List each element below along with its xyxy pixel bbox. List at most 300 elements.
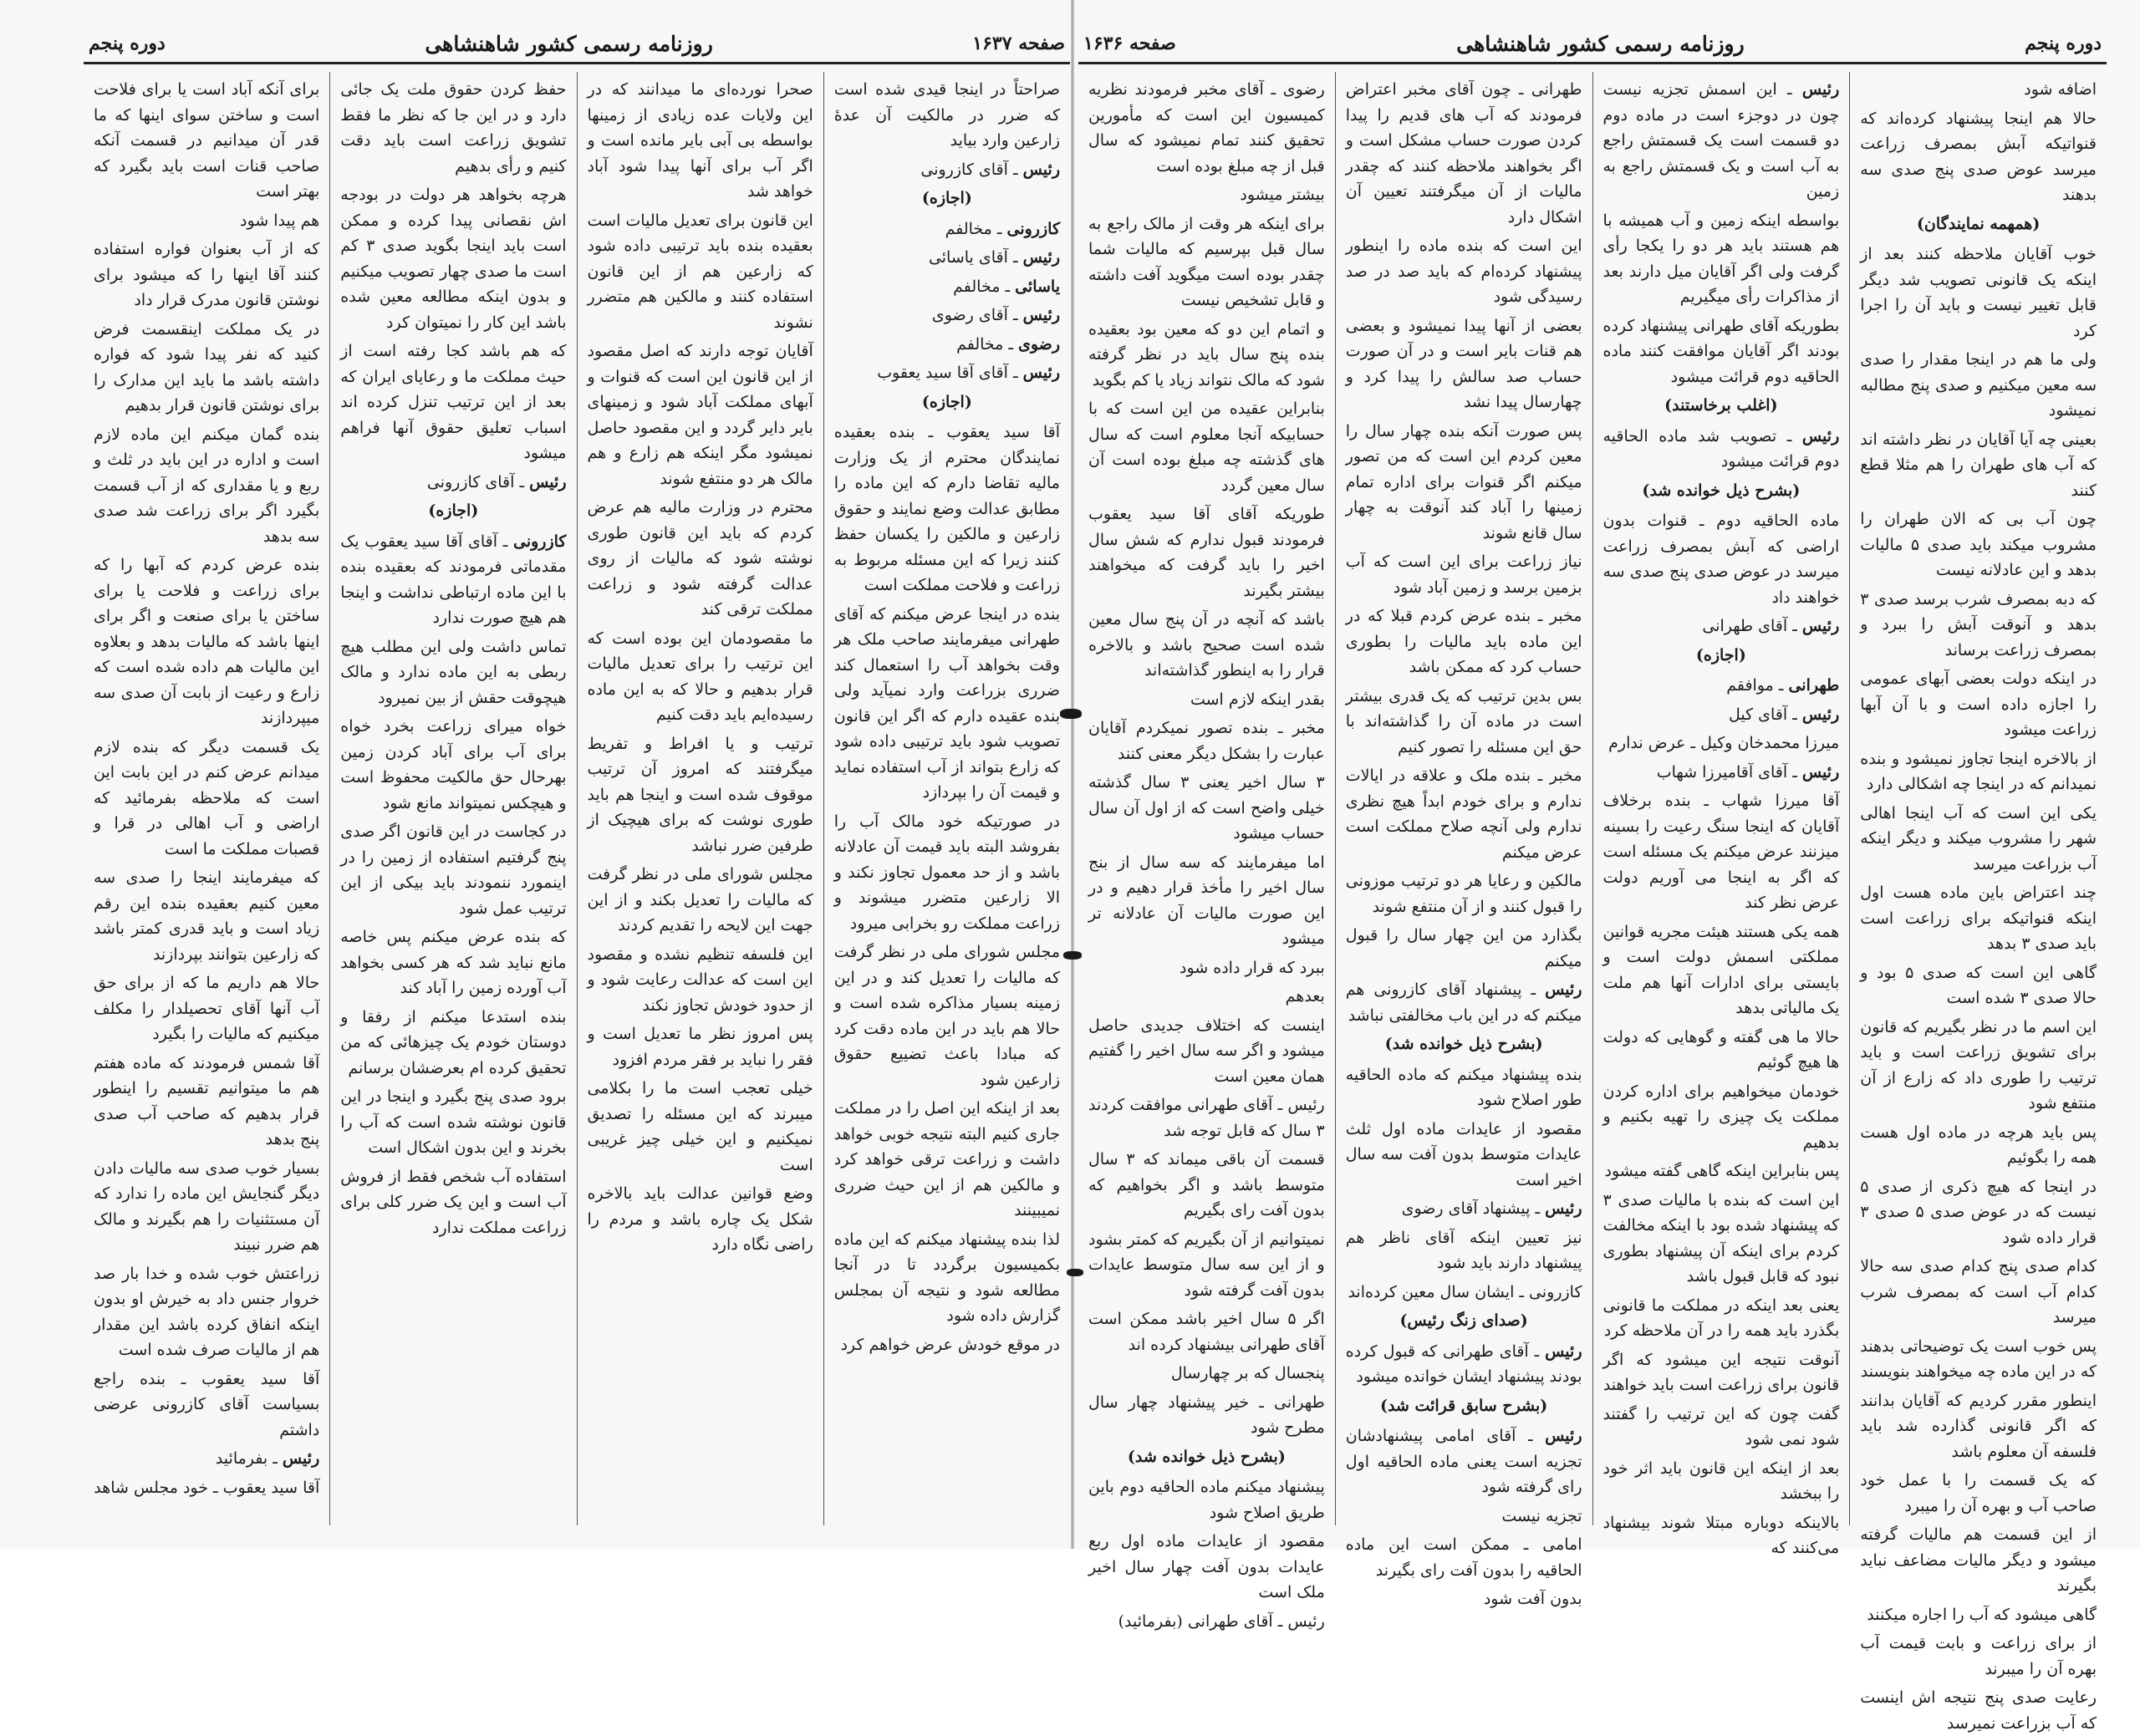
paragraph-text: خودمان میخواهیم برای اداره کردن مملکت یک چیزی را تهیه بکنیم و بدهیم bbox=[1602, 1082, 1840, 1152]
paragraph-text: و اتمام این دو که معین بود بعقیده بنده پنج سال باید در نظر گرفته شود که مالک نتواند زیاد یا کم بگوید bbox=[1088, 319, 1325, 389]
paragraph-text: نیز تعیین اینکه آقای ناظر هم پیشنهاد دارند باید شود bbox=[1345, 1228, 1582, 1272]
paragraph-text: استفاده آب شخص فقط از فروش آب است و این یک ضرر کلی برای زراعت مملکت ندارد bbox=[340, 1167, 567, 1237]
paragraph-text: بسیار خوب صدی سه مالیات دادن دیگر گنجایش این ماده را ندارد که آن مستثنیات را هم بگیرند و مالک هم ضرر نبیند bbox=[94, 1158, 320, 1254]
right-column-2 bbox=[1592, 72, 1850, 1557]
transcript-paragraph bbox=[1860, 77, 2097, 103]
paragraph-text: بالاینکه دوباره مبتلا شوند بیشنهاد می‌کنند که bbox=[1602, 1513, 1840, 1557]
paragraph-text: بفرمائید bbox=[215, 1449, 268, 1468]
transcript-paragraph bbox=[94, 1367, 319, 1443]
transcript-paragraph bbox=[834, 1332, 1060, 1358]
paragraph-text: در یک مملکت اینقسمت فرض کنید که نفر پیدا شود که فواره داشته باشد ما باید این مدارک را برای نوشتن قانون قرار بدهیم bbox=[94, 319, 320, 415]
paragraph-text: مجلس شورای ملی در نظر گرفت که مالیات را تعدیل بکند و از این جهت این لایحه را تقدیم کردند bbox=[587, 865, 813, 934]
speaker-name: رئیس bbox=[282, 1449, 320, 1468]
paragraph-text: موافقم bbox=[1726, 676, 1774, 695]
speaker-name: رئیس bbox=[1022, 160, 1060, 179]
transcript-paragraph bbox=[1603, 1347, 1840, 1398]
transcript-paragraph bbox=[834, 1096, 1060, 1224]
left-page-header bbox=[84, 25, 1070, 64]
paragraph-text: این فلسفه تنظیم نشده و مقصود این است که عدالت رعایت شود و از حدود خودش تجاوز نکند bbox=[587, 944, 813, 1015]
paragraph-text: طوریکه آقای آقا سید یعقوب فرمودند قبول ندارم که شش سال اخیر را باید گرفت که میخواهند بیشتر بگیرند bbox=[1088, 505, 1325, 600]
transcript-paragraph bbox=[1088, 1013, 1325, 1090]
paragraph-text: آقای کازرونی bbox=[426, 472, 515, 491]
paragraph-text: گاهی این است که صدی ۵ بود و حالا صدی ۳ شده است bbox=[1860, 963, 2097, 1007]
paragraph-text: لذا بنده پیشنهاد میکنم که این ماده بکمیسیون برگردد تا در آنجا مطالعه شود و نتیجه آن بمجلس گزارش داده شود bbox=[833, 1229, 1060, 1325]
transcript-paragraph bbox=[1346, 1504, 1582, 1530]
stage-note: (بشرح ذیل خوانده شد) bbox=[1384, 1035, 1543, 1053]
paragraph-text: که یک قسمت را با عمل خود صاحب آب و بهره آن را میبرد bbox=[1860, 1471, 2097, 1515]
stage-note: (بشرح ذیل خوانده شد) bbox=[1642, 481, 1801, 500]
transcript-paragraph bbox=[1346, 77, 1582, 230]
transcript-paragraph bbox=[1088, 607, 1325, 684]
paragraph-text: مخبر ـ بنده ملک و علاقه در ایالات ندارم و برای خودم ابداً هیچ نظری ندارم ولی آنچه صلاح مملکت است عرض میکنم bbox=[1345, 766, 1582, 862]
speaker-name: رئیس bbox=[1801, 426, 1840, 445]
transcript-paragraph bbox=[340, 77, 566, 179]
paragraph-text: بنده گمان میکنم این ماده لازم است و اداره در این باید در ثلث و ربع و یا مقداری که از آب قسمت بگیرد اگر برای زراعت شد صدی سه بدهد bbox=[94, 425, 320, 546]
transcript-paragraph bbox=[588, 339, 813, 491]
transcript-paragraph bbox=[94, 208, 319, 234]
transcript-paragraph bbox=[340, 1164, 566, 1241]
transcript-paragraph bbox=[588, 942, 813, 1019]
right-page-title: روزنامه رسمی کشور شاهنشاهی bbox=[1456, 31, 1745, 56]
transcript-paragraph: رئیس ـ آقای کیل bbox=[1728, 705, 1840, 724]
paragraph-text: برای اینکه هر وقت از مالک راجع به سال قبل بپرسیم که مالیات شما چقدر بوده است میگوید آفت داشته و قابل تشخیص نیست bbox=[1088, 214, 1325, 309]
transcript-paragraph bbox=[340, 1005, 566, 1082]
transcript-paragraph bbox=[1088, 955, 1325, 981]
paragraph-text: کدام صدی پنج کدام صدی سه حالا کدام آب است که بمصرف شرب میرسد bbox=[1860, 1257, 2097, 1326]
paragraph-text: این قانون برای تعدیل مالیات است بعقیده بنده باید ترتیبی داده شود که زارعین هم از این قانون استفاده کنند و مالکین هم متضرر نشوند bbox=[587, 211, 813, 332]
transcript-paragraph bbox=[1088, 1474, 1325, 1525]
paragraph-text: رعایت صدی پنج نتیجه اش اینست که آب بزراعت نمیرسد bbox=[1860, 1688, 2097, 1733]
paragraph-text: اما میفرمایند که سه سال از بنج سال اخیر را مأخذ قرار دهیم و در این صورت مالیات آن عادلانه تر میشود bbox=[1088, 853, 1325, 948]
paragraph-text: مخالفم bbox=[953, 277, 1001, 296]
paragraph-text: بطوریکه آقای طهرانی پیشنهاد کرده بودند اگر آقایان موافقت کنند ماده الحاقیه دوم قرائت میشود bbox=[1602, 316, 1840, 386]
transcript-paragraph bbox=[1603, 1456, 1840, 1507]
paragraph-text: آقا سید یعقوب ـ بنده بعقیده نمایندگان محترم از یک وزارت مالیه تقاضا دارم که این ماده را مطابق عدالت وضع نمایند و حقوق زارعین و مالکین را یکسان حفظ کنند زیرا که این مسئله مربوط به زراعت و فلاحت مملکت است bbox=[833, 423, 1060, 594]
paragraph-text: یعنی بعد اینکه در مملکت ما قانونی بگذرد باید همه را در آن ملاحظه کرد bbox=[1602, 1296, 1840, 1340]
transcript-paragraph bbox=[1860, 1334, 2097, 1385]
transcript-paragraph bbox=[1088, 211, 1325, 313]
paragraph-text: میرزا محمدخان وکیل ـ عرض ندارم bbox=[1608, 734, 1840, 752]
stage-note: (همهمه نمایندگان) bbox=[1916, 214, 2041, 233]
paragraph-text: از این قسمت هم مالیات گرفته میشود و دیگر مالیات مضاعف نباید بگیرند bbox=[1860, 1525, 2097, 1595]
paragraph-text: قسمت آن باقی میماند که ۳ سال متوسط باشد و اگر بخواهیم که بدون آفت رای بگیریم bbox=[1088, 1150, 1325, 1219]
speaker-name: رئیس bbox=[1022, 306, 1060, 324]
paragraph-text: آنوقت نتیجه این میشود که اگر قانون برای زراعت است باید خواهند bbox=[1602, 1350, 1840, 1394]
transcript-paragraph bbox=[1088, 687, 1325, 713]
transcript-paragraph bbox=[340, 634, 566, 711]
transcript-paragraph bbox=[1088, 1609, 1325, 1635]
paragraph-text: ترتیب و یا افراط و تفریط میگرفتند که امروز آن ترتیب موقوف شده است و اینجا هم باید طوری نوشت که برای هیچیک از طرفین ضرر نباشد bbox=[587, 734, 813, 855]
transcript-paragraph: رئیس ـ آقای آقامیرزا شهاب bbox=[1656, 762, 1840, 781]
transcript-paragraph bbox=[1088, 984, 1325, 1010]
paragraph-text: در اینکه دولت بعضی آبهای عمومی را اجازه داده است و با آن آبها زراعت میشود bbox=[1860, 669, 2097, 739]
transcript-paragraph bbox=[1860, 106, 2097, 208]
transcript-paragraph bbox=[1088, 1529, 1325, 1606]
transcript-paragraph bbox=[1860, 880, 2097, 957]
paragraph-text: ما مقصودمان این بوده است که این ترتیب را برای تعدیل مالیات قرار بدهیم و حالا که به این ماده رسیده‌ایم باید دقت کنیم bbox=[587, 629, 813, 724]
paragraph-text: آقای کیل bbox=[1728, 705, 1788, 724]
paragraph-text: پیشنهاد میکنم ماده الحاقیه دوم باین طریق اصلاح شود bbox=[1088, 1478, 1325, 1522]
paragraph-text: بعضی از آنها پیدا نمیشود و بعضی هم قنات بایر است و در آن صورت حساب صد سالش را پیدا کرد و چهارسال پیدا نشد bbox=[1345, 316, 1582, 411]
transcript-paragraph bbox=[588, 1021, 813, 1072]
stage-note: (اغلب برخاستند) bbox=[1664, 396, 1778, 415]
paragraph-text: زراعتش خوب شده و خدا بار صد خروار جنس داد به خیرش او بدون اینکه انفاق کرده باشد این مقدار هم از مالیات صرف شده است bbox=[94, 1264, 320, 1359]
transcript-paragraph bbox=[1603, 731, 1840, 756]
left-page-title: روزنامه رسمی کشور شاهنشاهی bbox=[425, 31, 713, 56]
transcript-paragraph bbox=[1346, 1532, 1582, 1583]
transcript-paragraph bbox=[1603, 1158, 1840, 1184]
transcript-paragraph bbox=[1346, 549, 1582, 600]
speaker-name: رئیس bbox=[1022, 364, 1060, 382]
paragraph-text: مخالفم bbox=[945, 219, 992, 238]
paragraph-text: آقای رضوی bbox=[931, 306, 1008, 324]
paragraph-text: آقای آقامیرزا شهاب bbox=[1656, 762, 1788, 781]
transcript-paragraph bbox=[94, 1261, 319, 1363]
transcript-paragraph bbox=[1860, 1631, 2097, 1682]
paragraph-text: اگر ۵ سال اخیر باشد ممکن است آقای طهرانی بیشنهاد کرده اند bbox=[1088, 1310, 1325, 1354]
speaker-name: رئیس bbox=[1022, 248, 1060, 267]
paragraph-text: پس باید هرچه در ماده اول هست همه را بگوئیم bbox=[1860, 1123, 2097, 1167]
stage-note: (بشرح ذیل خوانده شد) bbox=[1127, 1447, 1286, 1466]
paragraph-text: بقدر اینکه لازم است bbox=[1190, 690, 1325, 709]
right-column-3 bbox=[1335, 72, 1592, 1608]
transcript-paragraph bbox=[1860, 1120, 2097, 1171]
left-page bbox=[84, 25, 1070, 1525]
speaker-name: کازرونی bbox=[512, 532, 567, 551]
transcript-paragraph bbox=[1088, 1306, 1325, 1357]
speaker-name: رئیس bbox=[529, 472, 567, 491]
transcript-paragraph bbox=[340, 819, 566, 921]
paragraph-text: ۳ سال اخیر یعنی ۳ سال گذشته خیلی واضح است که از اول آن سال حساب میشود bbox=[1088, 773, 1325, 843]
speaker-name: رئیس bbox=[1545, 980, 1582, 999]
transcript-paragraph bbox=[1860, 746, 2097, 797]
paragraph-text: این اسم ما در نظر بگیریم که قانون برای تشویق زراعت است و باید ترتیب را طوری داد که زارع از آن منتفع شود bbox=[1860, 1017, 2097, 1112]
transcript-paragraph bbox=[834, 939, 1060, 1092]
transcript-paragraph bbox=[834, 809, 1060, 937]
transcript-paragraph bbox=[1860, 1015, 2097, 1117]
stage-note: (بشرح سابق قرائت شد) bbox=[1379, 1396, 1548, 1415]
paragraph-text: آقایان توجه دارند که اصل مقصود از این قانون این است که قنوات و آبهای مملکت آباد شود و زمینهای بایر دایر گردد و این مقصود حاصل نمیشود مگر اینکه هم زارع و هم مالک هر دو منتفع شوند bbox=[587, 342, 813, 488]
paragraph-text: پس صورت آنکه بنده چهار سال را معین کردم این است که من تصور میکنم اگر قنوات برای اداره تمام زمینها را آباد کند آنوقت به چهار سال قانع شوند bbox=[1345, 421, 1582, 542]
transcript-paragraph bbox=[1346, 923, 1582, 974]
transcript-paragraph bbox=[1603, 1188, 1840, 1290]
speaker-name: رئیس bbox=[1801, 80, 1840, 99]
paragraph-text: بعینی چه آیا آقایان در نظر داشته اند که آب های طهران را هم مثلا قطع کنند bbox=[1860, 430, 2097, 500]
transcript-paragraph bbox=[1088, 715, 1325, 766]
left-column-1 bbox=[823, 72, 1070, 1525]
transcript-paragraph bbox=[1088, 1147, 1325, 1224]
paragraph-text: در اینجا که هیچ ذکری از صدی ۵ نیست که در عوض صدی ۵ صدی ۳ قرار داده شود bbox=[1860, 1177, 2097, 1247]
paragraph-text: آقای امامی پیشنهاد‌شان تجزیه است یعنی ماده الحاقیه اول رای گرفته شود bbox=[1345, 1427, 1582, 1496]
transcript-paragraph bbox=[1603, 313, 1840, 390]
right-page-session: دوره پنجم bbox=[2025, 33, 2102, 54]
paragraph-text: کازرونی ـ ایشان سال معین کرده‌اند bbox=[1348, 1282, 1582, 1301]
paragraph-text: حفظ کردن حقوق ملت یک جائی دارد و در این جا که نظر ما فقط تشویق زراعت است باید دقت کنیم و رأی بدهیم bbox=[340, 80, 567, 176]
transcript-paragraph: رئیس ـ پیشنهاد آقای کازرونی هم میکنم که در این باب مخالفتی نباشد bbox=[1345, 980, 1582, 1025]
transcript-paragraph: رئیس ـ بفرمائید bbox=[215, 1449, 320, 1468]
paragraph-text: خواه میرای زراعت بخرد خواه برای آب برای آباد کردن زمین بهرحال حق مالکیت محفوظ است و هیچکس نمیتواند مانع شود bbox=[340, 717, 567, 812]
paragraph-text: که از آب بعنوان فواره استفاده کنند آقا اینها را که میشود برای نوشتن قانون مدرک قرار داد bbox=[94, 240, 320, 309]
left-column-2 bbox=[577, 72, 823, 1525]
paragraph-text: مخبر ـ بنده تصور نمیکردم آقایان عبارت را بشکل دیگر معنی کنند bbox=[1088, 719, 1325, 763]
transcript-paragraph bbox=[1346, 684, 1582, 761]
paragraph-text: مجلس شورای ملی در نظر گرفت که مالیات را تعدیل کند و در این زمینه بسیار مذاکره شده است و حالا هم باید در این ماده دقت کرد که مبادا باعث تضییع حقوق زارعین شود bbox=[833, 943, 1060, 1089]
paragraph-text: یک قسمت دیگر که بنده لازم میدانم عرض کنم در این بابت این است که ملاحظه بفرمائید که اراضی و آب اهالی در قرا و قصبات مملکت ما است bbox=[94, 737, 320, 858]
transcript-paragraph bbox=[1603, 1402, 1840, 1453]
speaker-name: رئیس bbox=[1545, 1199, 1582, 1218]
right-column-4 bbox=[1078, 72, 1335, 1631]
paragraph-text: بنده در اینجا عرض میکنم که آقای طهرانی میفرمایند صاحب ملک هر وقت بخواهد آب را استعمال کند ضرری بزراعت وارد نمیآید ولی بنده عقیده دارم که اگر این قانون تصویب شود باید ترتیبی داده شود که زارع بتواند از آب استفاده نماید و قیمت آن را بپردازد bbox=[833, 604, 1060, 802]
paragraph-text: در موقع خودش عرض خواهم کرد bbox=[840, 1335, 1060, 1354]
paragraph-text: باشد که آنچه در آن پنج سال معین شده است صحیح باشد و بالاخره قرار را به اینطور گذاشته‌اند bbox=[1088, 610, 1325, 680]
paragraph-text: مالکین و رعایا هر دو ترتیب موزونی را قبول کنند و از آن منتفع شوند bbox=[1345, 872, 1582, 916]
paragraph-text: بگذارد من این چهار سال را قبول میکنم bbox=[1345, 926, 1582, 970]
paragraph-text: خیلی تعجب است ما را بکلامی میبرند که این مسئله را تصدیق نمیکنیم و این خیلی چیز غریبی است bbox=[587, 1079, 813, 1174]
transcript-paragraph bbox=[1088, 317, 1325, 394]
transcript-paragraph bbox=[1603, 508, 1840, 610]
transcript-paragraph: طهرانی ـ موافقم bbox=[1726, 676, 1840, 695]
paragraph-text: طهرانی ـ چون آقای مخبر اعتراض فرمودند که آب های قدیم را پیدا کردن صورت حساب مشکل است و اگر بخواهند ملاحظه کنند که چقدر مالیات از آن میگرفتند تعیین آن اشکال دارد bbox=[1345, 80, 1582, 227]
paragraph-text: اینطور مقرر کردیم که آقایان بدانند که اگر قانونی گذارده شد باید فلسفه آن معلوم باشد bbox=[1860, 1391, 2097, 1461]
transcript-paragraph: رئیس ـ آقای کازرونی bbox=[426, 472, 567, 491]
transcript-paragraph bbox=[340, 339, 566, 466]
transcript-paragraph bbox=[1088, 1227, 1325, 1304]
transcript-paragraph: رضوی ـ مخالفم bbox=[956, 334, 1060, 354]
stage-note: (صدای زنگ رئیس) bbox=[1399, 1311, 1528, 1330]
paragraph-text: آقای یاسائی bbox=[928, 248, 1008, 267]
transcript-paragraph bbox=[588, 77, 813, 205]
transcript-paragraph: رئیس ـ آقای رضوی bbox=[931, 306, 1060, 324]
transcript-paragraph: رئیس ـ پیشنهاد آقای رضوی bbox=[1401, 1199, 1582, 1218]
paragraph-text: بیشتر میشود bbox=[1240, 186, 1325, 204]
transcript-paragraph: رئیس ـ آقای آقا سید یعقوب bbox=[877, 364, 1060, 382]
transcript-paragraph bbox=[1088, 770, 1325, 847]
paragraph-text: بعد از اینکه این قانون باید اثر خود را ببخشد bbox=[1602, 1459, 1840, 1503]
transcript-paragraph bbox=[588, 1181, 813, 1258]
transcript-paragraph: رئیس ـ آقای طهرانی که قبول کرده بودند پیشنهاد ایشان خوانده میشود bbox=[1345, 1341, 1582, 1386]
transcript-paragraph bbox=[834, 1227, 1060, 1329]
paragraph-text: بنده پیشنهاد میکنم که ماده الحاقیه طور اصلاح شود bbox=[1345, 1065, 1582, 1109]
left-page-number: صفحه ۱۶۳۷ bbox=[972, 33, 1065, 54]
transcript-paragraph bbox=[834, 77, 1060, 154]
ink-blot-1 bbox=[1060, 709, 1082, 719]
paragraph-text: آقای کازرونی bbox=[920, 160, 1008, 179]
transcript-paragraph bbox=[94, 317, 319, 419]
transcript-paragraph bbox=[588, 862, 813, 939]
paragraph-text: بعد از اینکه این اصل را در مملکت جاری کنیم البته نتیجه خوبی خواهد داشت و زراعت ترقی خواهد کرد و مالکین هم از این حیث ضرری نمیبینند bbox=[833, 1099, 1060, 1219]
paragraph-text: آقا میرزا شهاب ـ بنده برخلاف آقایان که اینجا سنگ رعیت را بسینه میزنند عرض میکنم یک مسئله است که اگر به اینجا می آوریم دولت عرض نظر کند bbox=[1602, 792, 1840, 912]
transcript-paragraph bbox=[1860, 801, 2097, 878]
right-page-header bbox=[1078, 25, 2107, 64]
transcript-paragraph bbox=[94, 1156, 319, 1258]
paragraph-text: آقای آقا سید یعقوب یک مقدماتی فرمودند که بعقیده بنده با این ماده ارتباطی نداشت و اینجا هم هیچ صورت ندارد bbox=[340, 532, 567, 627]
transcript-paragraph bbox=[1088, 77, 1325, 179]
paragraph-text: در صورتیکه خود مالک آب را بفروشد البته باید قیمت آن عادلانه باشد و از حد معمول تجاوز نکند و الا زارعین متضرر میشوند و زراعت مملکت رو بخرابی میرود bbox=[833, 812, 1060, 933]
transcript-paragraph bbox=[94, 552, 319, 731]
paragraph-text: پیشنهاد آقای کازرونی هم میکنم که در این باب مخالفتی نباشد bbox=[1345, 980, 1582, 1025]
transcript-paragraph bbox=[1346, 419, 1582, 547]
transcript-paragraph bbox=[588, 208, 813, 336]
paragraph-text: در کجاست در این قانون اگر صدی پنج گرفتیم استفاده از زمین را در اینمورد ننمودند باید بیکی از این ترتیب عمل شود bbox=[340, 822, 567, 918]
paragraph-text: حالا ما هی گفته و گوهایی که دولت ها هیچ گوئیم bbox=[1602, 1027, 1840, 1072]
stage-note: (اجازه) bbox=[921, 189, 972, 207]
left-page-columns bbox=[84, 72, 1070, 1525]
paragraph-text: مقصود از عایدات ماده اول ثلث عایدات متوسط بدون آفت سه سال اخیر است bbox=[1345, 1119, 1582, 1189]
paragraph-text: آقای آقا سید یعقوب bbox=[877, 364, 1008, 382]
transcript-paragraph bbox=[1603, 919, 1840, 1021]
paragraph-text: پنجسال که بر چهارسال bbox=[1170, 1364, 1325, 1382]
paragraph-text: برای آنکه آباد است یا برای فلاحت است و ساختن سوای اینها که ما قدر آن میدانیم در قسمت آنکه صاحب قنات است باید بگیرد که بهتر است bbox=[94, 80, 320, 201]
paragraph-text: این است که بنده با مالیات صدی ۳ که پیشنهاد شده بود با اینکه مخالفت کردم برای اینکه آن پیشنهاد بطوری نبود که قابل قبول باشد bbox=[1602, 1190, 1840, 1285]
transcript-paragraph bbox=[834, 602, 1060, 806]
paragraph-text: مخالفم bbox=[956, 334, 1004, 354]
transcript-paragraph bbox=[1860, 1685, 2097, 1736]
transcript-paragraph bbox=[94, 970, 319, 1047]
transcript-paragraph: رئیس ـ آقای طهرانی bbox=[1702, 617, 1840, 635]
paragraph-text: حالا هم داریم ما که از برای حق آب آنها آقای تحصیلدار را مکلف میکنیم که مالیات را بگیرد bbox=[94, 974, 320, 1043]
transcript-paragraph: یاسائی ـ مخالفم bbox=[953, 277, 1060, 296]
paragraph-text: که هم باشد کجا رفته است از حیث مملکت ما و رعایای ایران که بعد از این ترتیب تنزل کرده اند اسباب تعلیق حقوق آنها فراهم میشود bbox=[340, 342, 567, 462]
transcript-paragraph bbox=[1860, 507, 2097, 583]
transcript-paragraph bbox=[1860, 1468, 2097, 1519]
paragraph-text: بواسطه اینکه زمین و آب همیشه با هم هستند باید هر دو را یکجا رأی گرفت ولی اگر آقایان میل دارند بعد از مذاکرات رأی میگیریم bbox=[1602, 211, 1840, 306]
ink-blot-2 bbox=[1063, 951, 1082, 960]
right-page-columns bbox=[1078, 72, 2107, 1733]
paragraph-text: هم پیدا شود bbox=[240, 211, 320, 230]
transcript-paragraph bbox=[94, 1475, 319, 1501]
transcript-paragraph: کازرونی ـ آقای آقا سید یعقوب یک مقدماتی فرمودند که بعقیده بنده با این ماده ارتباطی نداشت و اینجا هم هیچ صورت ندارد bbox=[340, 532, 567, 627]
transcript-paragraph: رئیس ـ آقای یاسائی bbox=[928, 248, 1060, 267]
paragraph-text: وضع قوانین عدالت باید بالاخره شکل یک چاره باشد و مردم را راضی نگاه دارد bbox=[587, 1184, 813, 1254]
paragraph-text: چند اعتراض باین ماده هست اول اینکه قنواتیکه برای زراعت است باید صدی ۳ بدهد bbox=[1860, 883, 2097, 953]
transcript-paragraph bbox=[1603, 1025, 1840, 1076]
transcript-paragraph bbox=[1346, 763, 1582, 865]
transcript-paragraph bbox=[1346, 233, 1582, 310]
paragraph-text: بس بدین ترتیب که یک قدری بیشتر است در ماده آن را گذاشته‌اند با حق این مسئله را تصور کنیم bbox=[1345, 686, 1582, 756]
speaker-name: رئیس bbox=[1545, 1341, 1582, 1361]
transcript-paragraph bbox=[1603, 1293, 1840, 1344]
paragraph-text: گفت چون که این ترتیب را گفتند شود نمی شود bbox=[1602, 1404, 1840, 1448]
transcript-paragraph bbox=[1860, 242, 2097, 344]
transcript-paragraph bbox=[1088, 1092, 1325, 1143]
transcript-paragraph bbox=[1860, 1254, 2097, 1331]
paragraph-text: بنابراین عقیده من این است که با حسابیکه آنجا معلوم است که سال های گذشته چه مبلغ بوده است آن سال معین گردد bbox=[1088, 400, 1325, 495]
transcript-paragraph bbox=[1346, 313, 1582, 415]
paragraph-text: صحرا نورده‌ای ما میدانند که در این ولایات عده زیادی از زمینها بواسطه بی آبی بایر مانده است و اگر آب برای آنها پیدا شود آباد خواهد شد bbox=[587, 80, 813, 201]
paragraph-text: حالا هم اینجا پیشنهاد کرده‌اند که قنواتیکه آبش بمصرف زراعت میرسد عوض صدی پنج صدی سه بدهند bbox=[1860, 109, 2097, 204]
paragraph-text: که میفرمایند اینجا را صدی سه معین کنیم بعقیده بنده این رقم زیاد است و باید قدری کمتر باشد که زارعین بتوانند بپردازند bbox=[94, 868, 320, 964]
transcript-paragraph bbox=[588, 495, 813, 623]
paragraph-text: گاهی میشود که آب را اجاره میکنند bbox=[1867, 1605, 2097, 1624]
transcript-paragraph bbox=[1088, 1361, 1325, 1387]
paragraph-text: یکی این است که آب اینجا اهالی شهر را مشروب میکند و دیگر اینکه آب بزراعت میرسد bbox=[1860, 803, 2097, 873]
transcript-paragraph bbox=[1346, 1117, 1582, 1194]
paragraph-text: بدون آفت شود bbox=[1483, 1590, 1582, 1608]
paragraph-text: از بالاخره اینجا تجاوز نمیشود و بنده نمیدانم که در اینجا چه اشکالی دارد bbox=[1860, 749, 2097, 793]
transcript-paragraph bbox=[1346, 1062, 1582, 1113]
paragraph-text: بنده استدعا میکنم از رفقا و دوستان خودم یک چیزهائی که من تحقیق کرده ام بعرضشان برسانم bbox=[340, 1007, 567, 1077]
speaker-name: رئیس bbox=[1801, 705, 1840, 724]
transcript-paragraph bbox=[1603, 1510, 1840, 1561]
transcript-paragraph bbox=[1860, 1388, 2097, 1465]
transcript-paragraph bbox=[1860, 1174, 2097, 1251]
ink-blot-3 bbox=[1067, 1269, 1083, 1276]
transcript-paragraph bbox=[588, 731, 813, 859]
paragraph-text: هرچه بخواهد هر دولت در بودجه اش نقصانی پیدا کرده و ممکن است باید اینجا بگوید صدی ۳ کم است ما صدی چهار تصویب میکنیم و بدون اینکه مطالعه معین شده باشد این کار را نمیتوان کرد bbox=[340, 186, 567, 332]
paragraph-text: خوب آقایان ملاحظه کنند بعد از اینکه یک قانونی تصویب شد دیگر قابل تغییر نیست و باید آن را اجرا کرد bbox=[1860, 245, 2097, 340]
paragraph-text: مخبر ـ بنده عرض کردم قبلا که در این ماده باید مالیات را بطوری حساب کرد که ممکن باشد bbox=[1345, 607, 1582, 676]
paragraph-text: نمیتوانیم از آن بگیریم که کمتر بشود و از این سه سال متوسط عایدات بدون آفت گرفته شود bbox=[1088, 1229, 1325, 1300]
transcript-paragraph bbox=[340, 924, 566, 1001]
paragraph-text: آقا سید یعقوب ـ بنده راجع بسیاست آقای کازرونی عرضی داشتم bbox=[94, 1369, 320, 1439]
paragraph-text: پس خوب است یک توضیحاتی بدهند که در این ماده چه میخواهند بنویسند bbox=[1860, 1336, 2097, 1381]
paragraph-text: ببرد که قرار داده شود bbox=[1180, 958, 1325, 977]
stage-note: (اجازه) bbox=[428, 501, 479, 520]
paragraph-text: این است که بنده ماده را اینطور پیشنهاد کرده‌ام که باید صد در صد رسیدگی شود bbox=[1345, 237, 1582, 306]
paragraph-text: تجزیه نیست bbox=[1501, 1506, 1582, 1525]
paragraph-text: ولی ما هم در اینجا مقدار را صدی سه معین میکنیم و صدی پنج مطالبه نمیشود bbox=[1860, 350, 2097, 420]
stage-note: (اجازه) bbox=[921, 392, 972, 411]
paragraph-text: ماده الحاقیه دوم ـ قنوات بدون اراضی که آبش بمصرف زراعت میرسد در عوض صدی پنج صدی سه خواهند داد bbox=[1602, 512, 1840, 607]
transcript-paragraph bbox=[1346, 1280, 1582, 1306]
transcript-paragraph bbox=[94, 77, 319, 205]
transcript-paragraph bbox=[94, 1051, 319, 1153]
transcript-paragraph: رئیس ـ آقای امامی پیشنهاد‌شان تجزیه است یعنی ماده الحاقیه اول رای گرفته شود bbox=[1345, 1427, 1582, 1496]
transcript-paragraph: کازرونی ـ مخالفم bbox=[945, 219, 1060, 238]
transcript-paragraph bbox=[588, 626, 813, 728]
left-page-session: دوره پنجم bbox=[89, 33, 166, 54]
speaker-name: طهرانی bbox=[1788, 676, 1840, 695]
paragraph-text: تماس داشت ولی این مطلب هیچ ربطی به این ماده ندارد و مالک هیچوقت حقش از بین نمیرود bbox=[340, 637, 567, 707]
transcript-paragraph: رئیس ـ آقای کازرونی bbox=[920, 160, 1060, 179]
transcript-paragraph bbox=[340, 1084, 566, 1161]
transcript-paragraph: رئیس ـ تصویب شد ماده الحاقیه دوم قرائت میشود bbox=[1602, 426, 1840, 471]
paragraph-text: اینست که اختلاف جدیدی حاصل میشود و اگر سه سال اخیر را گفتیم همان معین است bbox=[1088, 1016, 1325, 1086]
transcript-paragraph bbox=[834, 420, 1060, 598]
transcript-paragraph bbox=[1603, 1079, 1840, 1156]
paragraph-text: مقصود از عایدات ماده اول ربع عایدات بدون آفت چهار سال اخیر ملک است bbox=[1088, 1532, 1325, 1601]
right-column-1 bbox=[1849, 72, 2107, 1733]
paragraph-text: رئیس ـ آقای طهرانی (بفرمائید) bbox=[1118, 1611, 1325, 1631]
transcript-paragraph bbox=[1346, 1225, 1582, 1276]
speaker-name: رضوی bbox=[1018, 334, 1060, 354]
transcript-paragraph bbox=[340, 182, 566, 335]
paragraph-text: آقا شمس فرمودند که ماده هفتم هم ما میتوانیم تقسیم را اینطور قرار بدهیم که صاحب آب صدی پنج بدهد bbox=[94, 1053, 320, 1148]
transcript-paragraph bbox=[1088, 850, 1325, 952]
transcript-paragraph bbox=[1088, 1390, 1325, 1441]
paragraph-text: همه یکی هستند هیئت مجریه قوانین مملکتی اسمش دولت است و بایستی برای ادارات آنها هم ملت یک مالیاتی بدهد bbox=[1602, 922, 1840, 1017]
transcript-paragraph bbox=[1603, 208, 1840, 310]
transcript-paragraph bbox=[1860, 587, 2097, 664]
speaker-name: رئیس bbox=[1801, 762, 1840, 781]
transcript-paragraph bbox=[1346, 1586, 1582, 1612]
transcript-paragraph bbox=[1860, 1522, 2097, 1599]
transcript-paragraph bbox=[94, 735, 319, 863]
transcript-paragraph bbox=[1860, 1602, 2097, 1628]
paragraph-text: نیاز زراعت برای این است که آب بزمین برسد و زمین آباد شود bbox=[1345, 552, 1582, 597]
right-page-number: صفحه ۱۶۳۶ bbox=[1083, 33, 1176, 54]
left-column-3 bbox=[329, 72, 576, 1525]
paragraph-text: چون آب بی که الان طهران را مشروب میکند باید صدی ۵ مالیات بدهد و این عادلانه نیست bbox=[1860, 510, 2097, 579]
transcript-paragraph bbox=[1860, 427, 2097, 504]
paragraph-text: صراحتاً در اینجا قیدی شده است که ضرر در مالکیت آن عدهٔ زارعین وارد بیاید bbox=[833, 80, 1060, 150]
paragraph-text: پس بنابراین اینکه گاهی گفته میشود bbox=[1604, 1162, 1840, 1180]
paragraph-text: که دبه بمصرف شرب برسد صدی ۳ بدهد و آنوقت آبش را ببرد و بمصرف زراعت برساند bbox=[1860, 589, 2097, 659]
paragraph-text: امامی ـ ممکن است این ماده الحاقیه را بدون آفت رای بگیرند bbox=[1345, 1535, 1582, 1580]
paragraph-text: بنده عرض کردم که آبها را که برای زراعت و فلاحت یا برای ساختن یا برای صنعت و اگر برای اینها باشد که مالیات بدهد و بعلاوه این مالیات هم داده شده است که زارع و رعیت از بابت آن صدی سه میپردازند bbox=[94, 556, 320, 727]
paragraph-text: که بنده عرض میکنم پس خاصه مانع نباید شد که هر کسی بخواهد آب آورده زمین را آباد کند bbox=[340, 928, 567, 997]
transcript-paragraph bbox=[1346, 603, 1582, 680]
